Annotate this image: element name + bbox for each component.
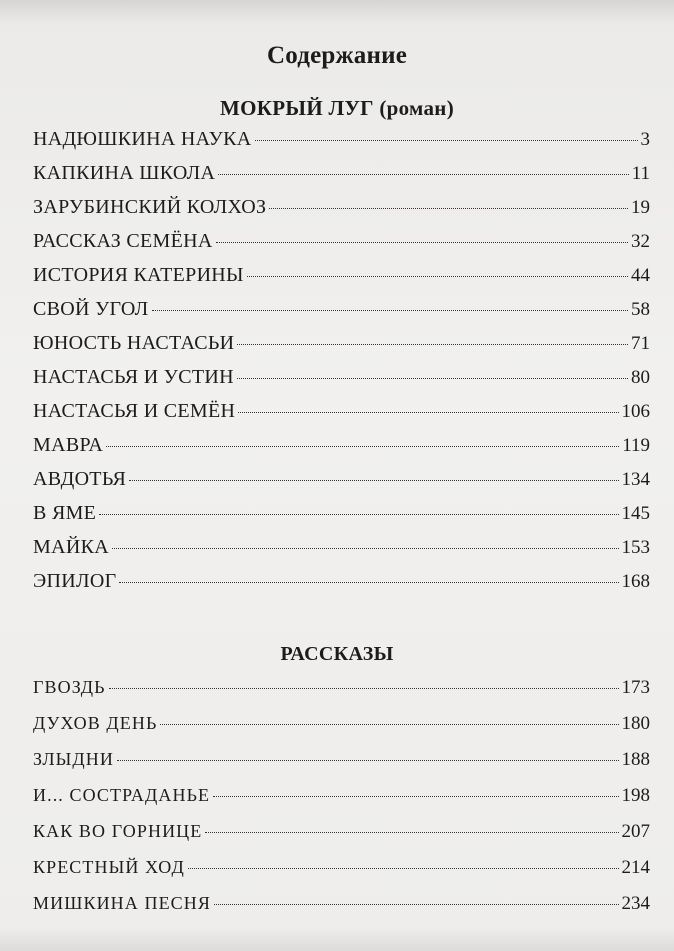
toc-entry-title: И... СОСТРАДАНЬЕ <box>33 785 211 805</box>
toc-entry[interactable] <box>33 128 650 154</box>
toc-entry-title: В ЯМЕ <box>33 502 97 524</box>
toc-entry-title: ЗЛЫДНИ <box>33 749 115 769</box>
toc-entry-page: 3 <box>640 129 650 150</box>
toc-entry-title: РАССКАЗ СЕМЁНА <box>33 230 213 252</box>
toc-entry-page: 11 <box>631 163 650 184</box>
toc-entry-title: МАВРА <box>33 434 104 456</box>
toc-entry-title: АВДОТЬЯ <box>33 468 127 490</box>
toc-entry-page: 58 <box>631 299 650 320</box>
toc-entry-title: НАДЮШКИНА НАУКА <box>33 128 252 150</box>
toc-entry[interactable] <box>33 366 650 392</box>
leader-dots <box>218 174 628 175</box>
leader-dots <box>213 796 618 797</box>
leader-dots <box>106 446 619 447</box>
toc-entry-title: ДУХОВ ДЕНЬ <box>33 713 158 733</box>
bottom-shadow <box>0 927 674 951</box>
toc-entry-title: КРЕСТНЫЙ ХОД <box>33 857 185 877</box>
section-heading-novel: МОКРЫЙ ЛУГ (роман) <box>219 96 454 120</box>
toc-entry[interactable] <box>33 298 650 324</box>
toc-entry[interactable] <box>33 749 650 775</box>
toc-entry-page: 44 <box>631 265 650 286</box>
leader-dots <box>238 412 618 413</box>
toc-entry-page: 106 <box>621 401 650 422</box>
toc-entry-page: 168 <box>621 571 650 592</box>
toc-entry-page: 119 <box>622 435 650 456</box>
leader-dots <box>255 140 638 141</box>
page-title: Содержание <box>266 42 407 69</box>
leader-dots <box>109 688 619 689</box>
toc-entry[interactable] <box>33 677 650 703</box>
top-shadow <box>0 0 674 24</box>
toc-entry-page: 80 <box>631 367 650 388</box>
toc-entry-page: 32 <box>631 231 650 252</box>
toc-entry[interactable] <box>33 230 650 256</box>
section-heading-stories: РАССКАЗЫ <box>280 643 394 665</box>
toc-entry-title: ГВОЗДЬ <box>33 677 106 697</box>
leader-dots <box>214 904 619 905</box>
toc-entry[interactable] <box>33 785 650 811</box>
toc-entry-page: 19 <box>631 197 650 218</box>
leader-dots <box>117 760 618 761</box>
toc-entry-title: ЭПИЛОГ <box>33 570 117 592</box>
toc-entry[interactable] <box>33 893 650 919</box>
leader-dots <box>99 514 618 515</box>
toc-entry[interactable] <box>33 162 650 188</box>
toc-entry-title: НАСТАСЬЯ И СЕМЁН <box>33 400 236 422</box>
toc-entry[interactable] <box>33 434 650 460</box>
toc-entry-page: 134 <box>621 469 650 490</box>
toc-entry-title: КАК ВО ГОРНИЦЕ <box>33 821 203 841</box>
toc-entry-title: ЗАРУБИНСКИЙ КОЛХОЗ <box>33 196 267 218</box>
leader-dots <box>205 832 618 833</box>
toc-entry[interactable] <box>33 570 650 596</box>
toc-entry-page: 180 <box>621 713 650 734</box>
leader-dots <box>129 480 618 481</box>
leader-dots <box>119 582 618 583</box>
toc-entry-title: СВОЙ УГОЛ <box>33 298 149 320</box>
toc-entry[interactable] <box>33 502 650 528</box>
toc-entry-page: 234 <box>621 893 650 914</box>
toc-entry-page: 71 <box>631 333 650 354</box>
toc-entry[interactable] <box>33 468 650 494</box>
toc-entry-title: ИСТОРИЯ КАТЕРИНЫ <box>33 264 244 286</box>
toc-entry-page: 207 <box>621 821 650 842</box>
toc-entry-page: 188 <box>621 749 650 770</box>
leader-dots <box>152 310 628 311</box>
toc-entry[interactable] <box>33 536 650 562</box>
toc-entry-page: 145 <box>621 503 650 524</box>
toc-entry[interactable] <box>33 264 650 290</box>
toc-entry-title: ЮНОСТЬ НАСТАСЬИ <box>33 332 235 354</box>
leader-dots <box>160 724 618 725</box>
toc-entry-title: КАПКИНА ШКОЛА <box>33 162 216 184</box>
leader-dots <box>216 242 628 243</box>
leader-dots <box>247 276 628 277</box>
toc-entry[interactable] <box>33 196 650 222</box>
leader-dots <box>269 208 628 209</box>
toc-entry-title: МАЙКА <box>33 536 109 558</box>
toc-entry-page: 173 <box>621 677 650 698</box>
leader-dots <box>237 344 628 345</box>
toc-entry-page: 153 <box>621 537 650 558</box>
leader-dots <box>237 378 628 379</box>
toc-entry[interactable] <box>33 713 650 739</box>
leader-dots <box>112 548 619 549</box>
toc-entry[interactable] <box>33 821 650 847</box>
toc-entry[interactable] <box>33 332 650 358</box>
toc-entry-page: 214 <box>621 857 650 878</box>
toc-entry[interactable] <box>33 857 650 883</box>
toc-entry-page: 198 <box>621 785 650 806</box>
toc-entry-title: МИШКИНА ПЕСНЯ <box>33 893 211 913</box>
toc-entry[interactable] <box>33 400 650 426</box>
toc-entry-title: НАСТАСЬЯ И УСТИН <box>33 366 234 388</box>
leader-dots <box>188 868 619 869</box>
